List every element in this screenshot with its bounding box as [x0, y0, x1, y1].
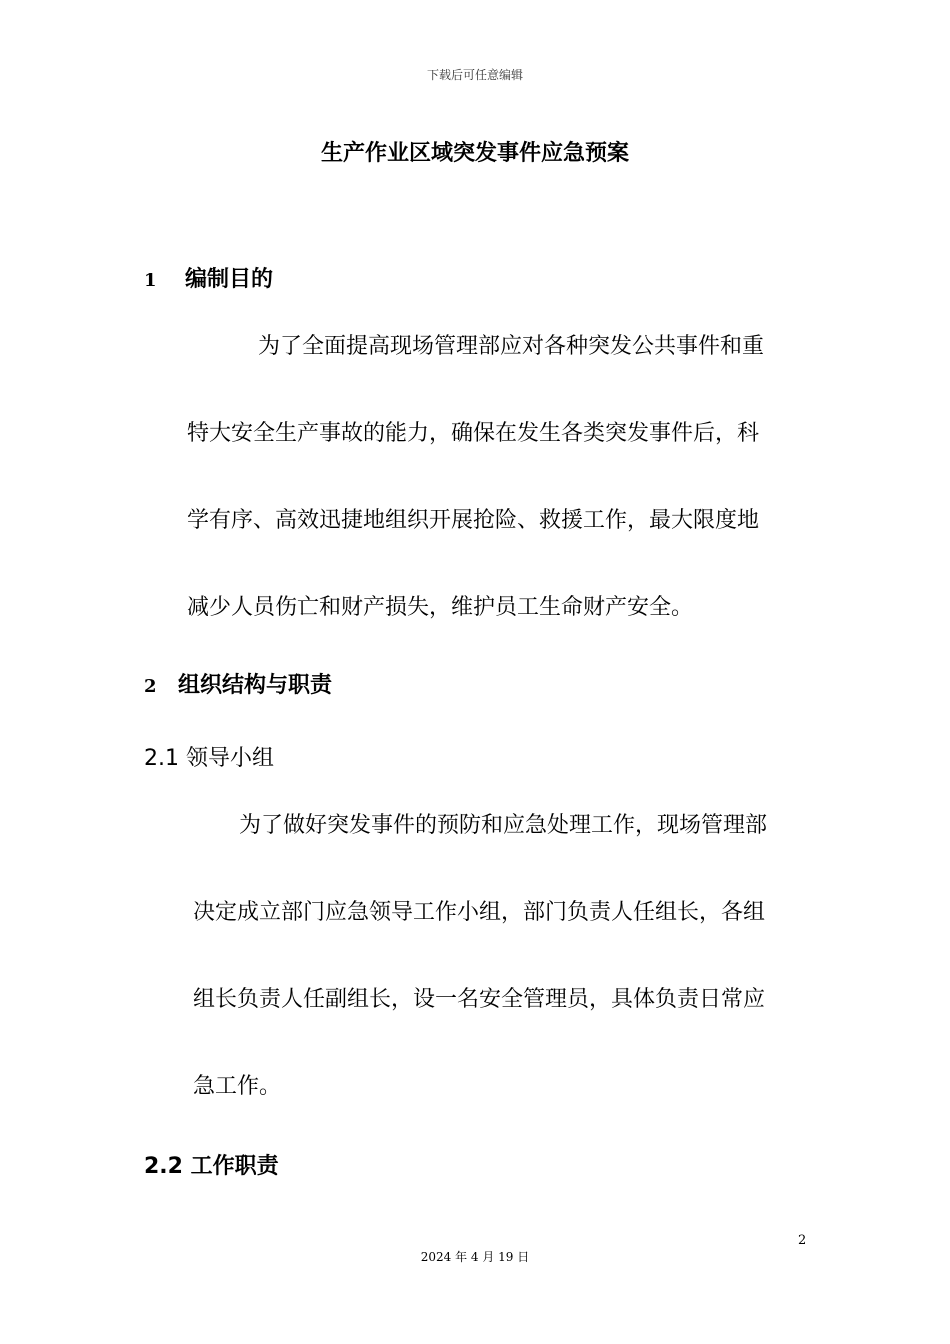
subsection-2-1-line-4: 急工作。: [193, 1074, 282, 1099]
footer-date: 2024 年 4 月 19 日: [420, 1250, 530, 1264]
subsection-2-1-heading: 2.1 领导小组: [144, 746, 274, 771]
section-1-heading: [144, 262, 273, 293]
subsection-2-1-line-1: 为了做好突发事件的预防和应急处理工作，现场管理部: [239, 813, 768, 838]
section-1-line-4: 减少人员伤亡和财产损失，维护员工生命财产安全。: [187, 595, 694, 620]
subsection-2-1-line-2: 决定成立部门应急领导工作小组，部门负责人任组长，各组: [193, 900, 766, 925]
section-2-number: 2: [144, 676, 157, 697]
section-2-heading: [144, 668, 332, 699]
subsection-2-2-heading: 2.2 工作职责: [144, 1154, 279, 1179]
subsection-2-1-line-3: 组长负责人任副组长，设一名安全管理员，具体负责日常应: [193, 987, 766, 1012]
section-1-title: 编制目的: [185, 267, 274, 292]
page-number: 2: [798, 1233, 807, 1248]
section-1-line-1: 为了全面提高现场管理部应对各种突发公共事件和重: [258, 334, 765, 359]
section-1-number: 1: [144, 270, 157, 291]
document-title: 生产作业区域突发事件应急预案: [320, 141, 629, 166]
section-1-line-2: 特大安全生产事故的能力，确保在发生各类突发事件后，科: [187, 421, 760, 446]
section-1-line-3: 学有序、高效迅捷地组织开展抢险、救援工作，最大限度地: [187, 508, 760, 533]
header-note: 下载后可任意编辑: [426, 68, 523, 82]
section-2-title: 组织结构与职责: [178, 673, 333, 698]
